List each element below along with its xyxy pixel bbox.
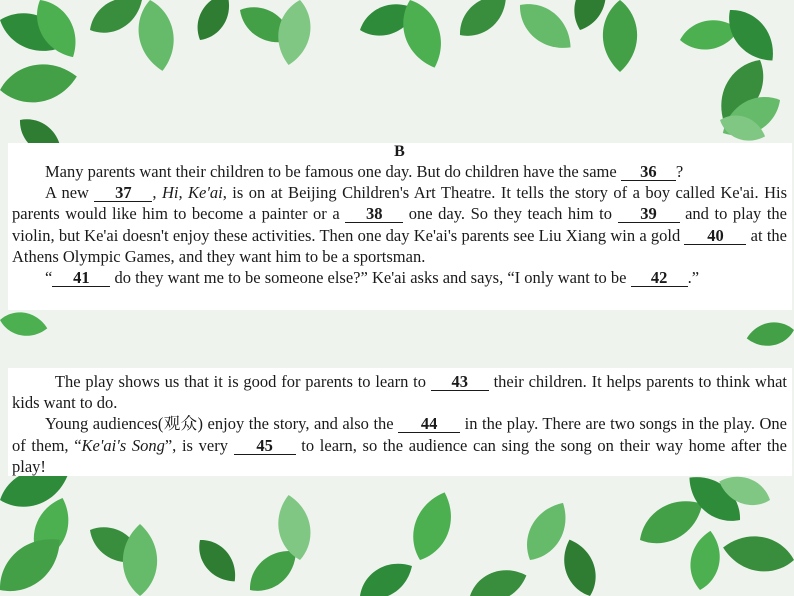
song-title: Ke'ai's Song — [81, 435, 165, 455]
text-span: “ — [45, 268, 53, 288]
text-span: at the Athens Olympic Games, and they want him to be a sportsman. — [12, 225, 787, 266]
paragraph-4 — [12, 371, 787, 413]
text-span: their children. It helps parents to think what kids want to do. — [12, 372, 787, 413]
text-span: , is on at Beijing Children's Art Theatre. It tells the story of a boy called Ke'ai. His parents would like him to become a painter or a — [12, 183, 787, 224]
paragraph-2 — [12, 182, 787, 267]
text-span: .” — [687, 268, 700, 288]
blank-39[interactable]: 39 — [618, 205, 680, 223]
text-span: one day. So they teach him to — [403, 204, 618, 224]
blank-37[interactable]: 37 — [94, 184, 152, 202]
paragraph-3 — [12, 267, 787, 288]
section-heading: B — [394, 143, 405, 160]
bottom-leaves — [0, 459, 794, 596]
blank-38[interactable]: 38 — [345, 205, 403, 223]
blank-44[interactable]: 44 — [398, 415, 460, 433]
paragraph-1 — [12, 161, 787, 182]
blank-36[interactable]: 36 — [621, 163, 676, 181]
text-span: do they want me to be someone else?” Ke'ai asks and says, “I only want to be — [110, 268, 631, 288]
text-span: Young audiences(观众) enjoy the story, and also the — [45, 414, 399, 434]
blank-40[interactable]: 40 — [684, 227, 746, 245]
text-span: , — [152, 183, 162, 203]
paragraph-5 — [12, 413, 787, 477]
blank-41[interactable]: 41 — [52, 269, 110, 287]
text-span: ? — [675, 162, 684, 181]
passage-panel-2 — [8, 368, 792, 476]
text-span: The play shows us that it is good for parents to learn to — [54, 372, 431, 391]
blank-43[interactable]: 43 — [431, 373, 489, 391]
text-span: in the play. There are two songs in the play. One of them, “ — [12, 414, 787, 455]
blank-45[interactable]: 45 — [234, 437, 296, 455]
text-span: to learn, so the audience can sing the song on their way home after the play! — [12, 435, 787, 476]
side-leaves — [0, 309, 794, 350]
passage-panel-1 — [8, 143, 792, 310]
play-title: Hi, Ke'ai — [161, 183, 223, 203]
blank-42[interactable]: 42 — [631, 269, 688, 287]
text-span: and to play the violin, but Ke'ai doesn't enjoy these activities. Then one day Ke'ai's parents see Liu Xiang win a gold — [12, 204, 788, 245]
text-span: Many parents want their children to be famous one day. But do children have the same — [45, 162, 617, 181]
text-span: A new — [45, 183, 95, 203]
text-span: ”, is very — [164, 435, 234, 455]
top-leaves — [0, 0, 788, 165]
